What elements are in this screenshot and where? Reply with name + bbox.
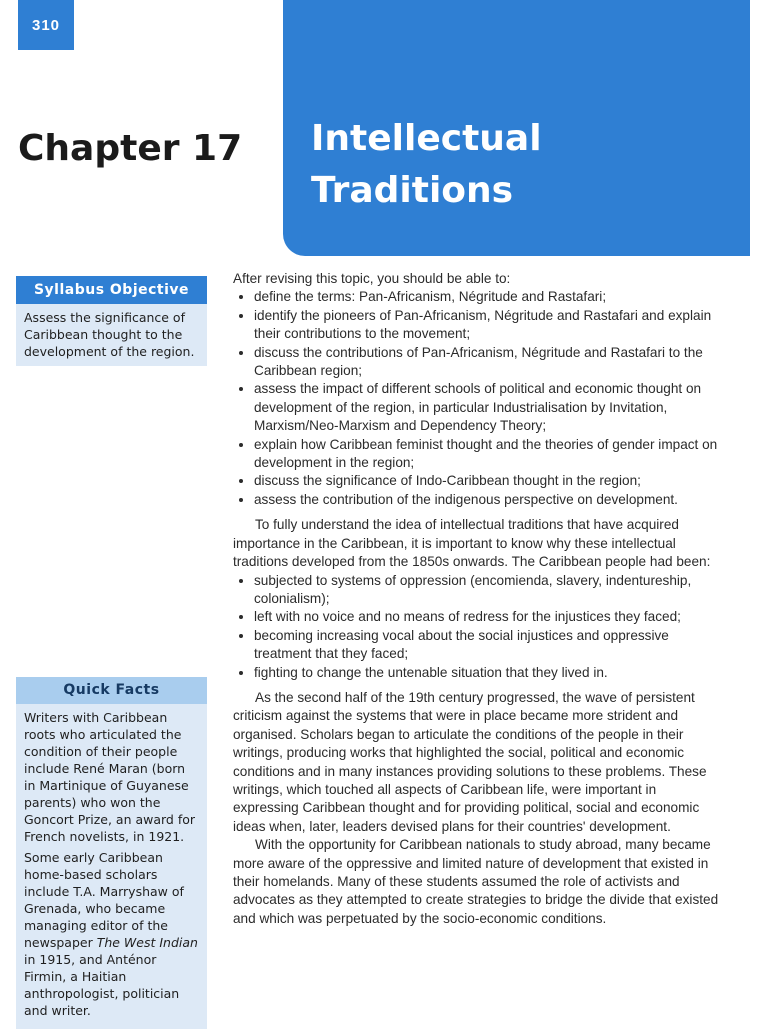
quick-facts-paragraph — [24, 849, 199, 1019]
list-item: • discuss the contributions of Pan-Africanism, Négritude and Rastafari to the Caribbean region; — [254, 344, 723, 381]
chapter-label: Chapter 17 — [18, 128, 243, 169]
chapter-title-line1: Intellectual — [311, 118, 542, 159]
main-content — [233, 270, 723, 928]
list-item: • fighting to change the untenable situation that they lived in. — [254, 664, 723, 682]
list-item: • becoming increasing vocal about the social injustices and oppressive treatment that they faced; — [254, 627, 723, 664]
body-paragraph: As the second half of the 19th century progressed, the wave of persistent criticism against the systems that were in place became more strident and organised. Scholars began to articulate the conditions of the people in their writings, producing works that highlighted the social, political and economic conditions and in many instances providing solutions to these problems. These writings, which touched all aspects of Caribbean life, were important in expressing Caribbean thought and for providing political, social and economic ideas when, later, leaders devised plans for their countries' development. — [233, 689, 707, 834]
syllabus-objective-box — [16, 276, 207, 366]
list-item: • explain how Caribbean feminist thought and the theories of gender impact on development in the region; — [254, 436, 723, 473]
body-paragraph: To fully understand the idea of intellectual traditions that have acquired importance in the Caribbean, it is important to know why these intellectual traditions developed from the 1850s onwards. The Caribbean people had been: — [233, 517, 711, 570]
syllabus-objective-heading: Syllabus Objective — [16, 276, 207, 304]
quick-facts-paragraph: Writers with Caribbean roots who articulated the condition of their people include René Maran (born in Martinique of Guyanese parents) who won the Goncort Prize, an award for French novelists, in 1921. — [24, 710, 196, 844]
chapter-title-line2: Traditions — [311, 170, 514, 211]
page-number: 310 — [31, 16, 61, 34]
page-number-badge — [18, 0, 74, 50]
quick-facts-box — [16, 677, 207, 1029]
body-paragraph: With the opportunity for Caribbean nationals to study abroad, many became more aware of the oppressive and limited nature of development that existed in their homelands. Many of these students assumed the role of activists and advocates as they attempted to create strategies to bridge the divide that existed and which was perpetuated by the socio-economic conditions. — [233, 837, 719, 926]
list-item: • assess the impact of different schools of political and economic thought on development of the region, in particular Industrialisation by Invitation, Marxism/Neo-Marxism and Dependency Theory; — [254, 380, 723, 435]
list-item: • left with no voice and no means of redress for the injustices they faced; — [254, 608, 723, 626]
list-item: • assess the contribution of the indigenous perspective on development. — [254, 491, 723, 509]
intro-text: After revising this topic, you should be able to: — [233, 271, 511, 286]
list-item: • subjected to systems of oppression (encomienda, slavery, indentureship, colonialism); — [254, 572, 723, 609]
quick-facts-heading: Quick Facts — [16, 677, 207, 704]
list-item: • discuss the significance of Indo-Caribbean thought in the region; — [254, 472, 723, 490]
objectives-list — [233, 288, 723, 509]
quick-facts-text: in 1915, and Anténor Firmin, a Haitian anthropologist, politician and writer. — [24, 952, 180, 1018]
conditions-list — [233, 572, 723, 682]
chapter-title-block — [283, 0, 750, 256]
newspaper-title: The West Indian — [96, 935, 198, 950]
quick-facts-text: Some early Caribbean home-based scholars include T.A. Marryshaw of Grenada, who became managing editor of the newspaper — [24, 850, 184, 950]
chapter-title — [311, 113, 542, 217]
quick-facts-body — [16, 704, 207, 1029]
syllabus-objective-text: Assess the significance of Caribbean thought to the development of the region. — [16, 304, 207, 366]
list-item: • identify the pioneers of Pan-Africanism, Négritude and Rastafari and explain their contributions to the movement; — [254, 307, 723, 344]
list-item: • define the terms: Pan-Africanism, Négritude and Rastafari; — [254, 288, 723, 306]
